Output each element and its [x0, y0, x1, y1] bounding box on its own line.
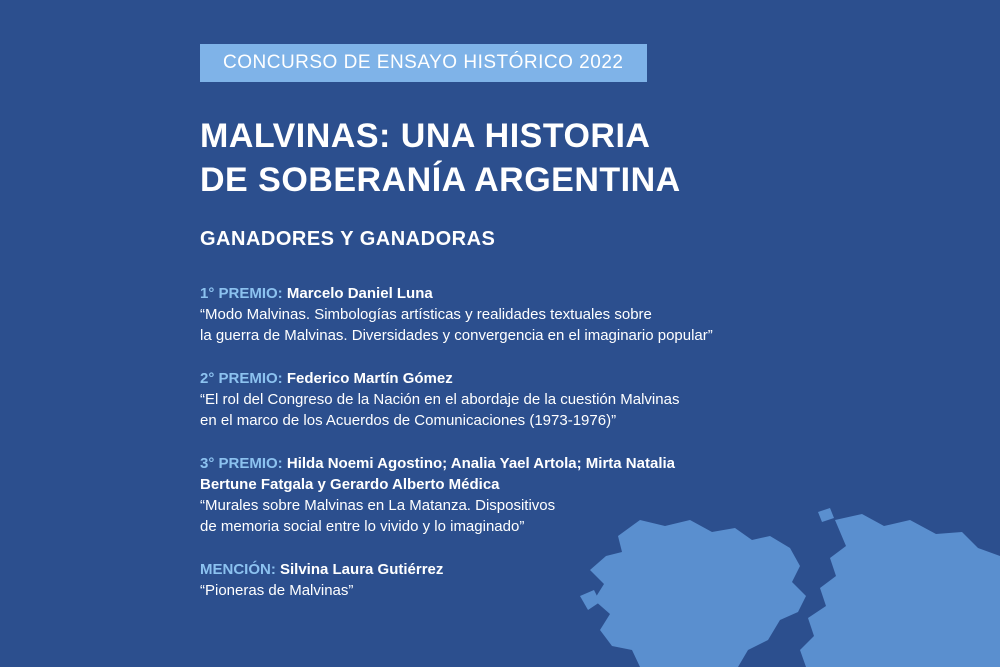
title-line: DE SOBERANÍA ARGENTINA: [200, 161, 681, 199]
winner-header: [200, 559, 960, 580]
essay-title: [200, 495, 960, 537]
winner-second-prize: [200, 368, 960, 431]
winners-heading: GANADORES Y GANADORAS: [200, 228, 496, 250]
title-line: MALVINAS: UNA HISTORIA: [200, 117, 651, 155]
essay-title-line: “Murales sobre Malvinas en La Matanza. Dispositivos: [200, 497, 556, 514]
essay-title: [200, 580, 960, 601]
essay-title: [200, 304, 960, 346]
page-title: [200, 114, 960, 202]
essay-title-line: “El rol del Congreso de la Nación en el abordaje de la cuestión Malvinas: [200, 391, 680, 408]
essay-title-line: de memoria social entre lo vivido y lo imaginado”: [200, 518, 525, 535]
essay-title-line: la guerra de Malvinas. Diversidades y convergencia en el imaginario popular”: [200, 327, 713, 344]
winner-first-prize: [200, 283, 960, 346]
prize-label: 3° PREMIO:: [200, 455, 283, 472]
main-content: [200, 44, 960, 623]
essay-title-line: “Modo Malvinas. Simbologías artísticas y realidades textuales sobre: [200, 306, 652, 323]
prize-label: 1° PREMIO:: [200, 285, 283, 302]
winner-header: [200, 453, 960, 495]
winner-names: Federico Martín Gómez: [286, 370, 453, 387]
winner-names: Marcelo Daniel Luna: [286, 285, 433, 302]
prize-label: 2° PREMIO:: [200, 370, 283, 387]
winner-names: Silvina Laura Gutiérrez: [280, 561, 444, 578]
winner-names-continued: Bertune Fatgala y Gerardo Alberto Médica: [200, 476, 500, 493]
essay-title: [200, 389, 960, 431]
contest-banner: CONCURSO DE ENSAYO HISTÓRICO 2022: [200, 44, 647, 82]
winners-list: [200, 283, 960, 601]
winner-header: [200, 283, 960, 304]
essay-title-line: “Pioneras de Malvinas”: [200, 582, 354, 599]
prize-label: MENCIÓN:: [200, 561, 276, 578]
winner-third-prize: [200, 453, 960, 537]
winner-header: [200, 368, 960, 389]
winner-mention: [200, 559, 960, 601]
essay-title-line: en el marco de los Acuerdos de Comunicaciones (1973-1976)”: [200, 412, 617, 429]
winner-names: Hilda Noemi Agostino; Analia Yael Artola; Mirta Natalia: [286, 455, 675, 472]
